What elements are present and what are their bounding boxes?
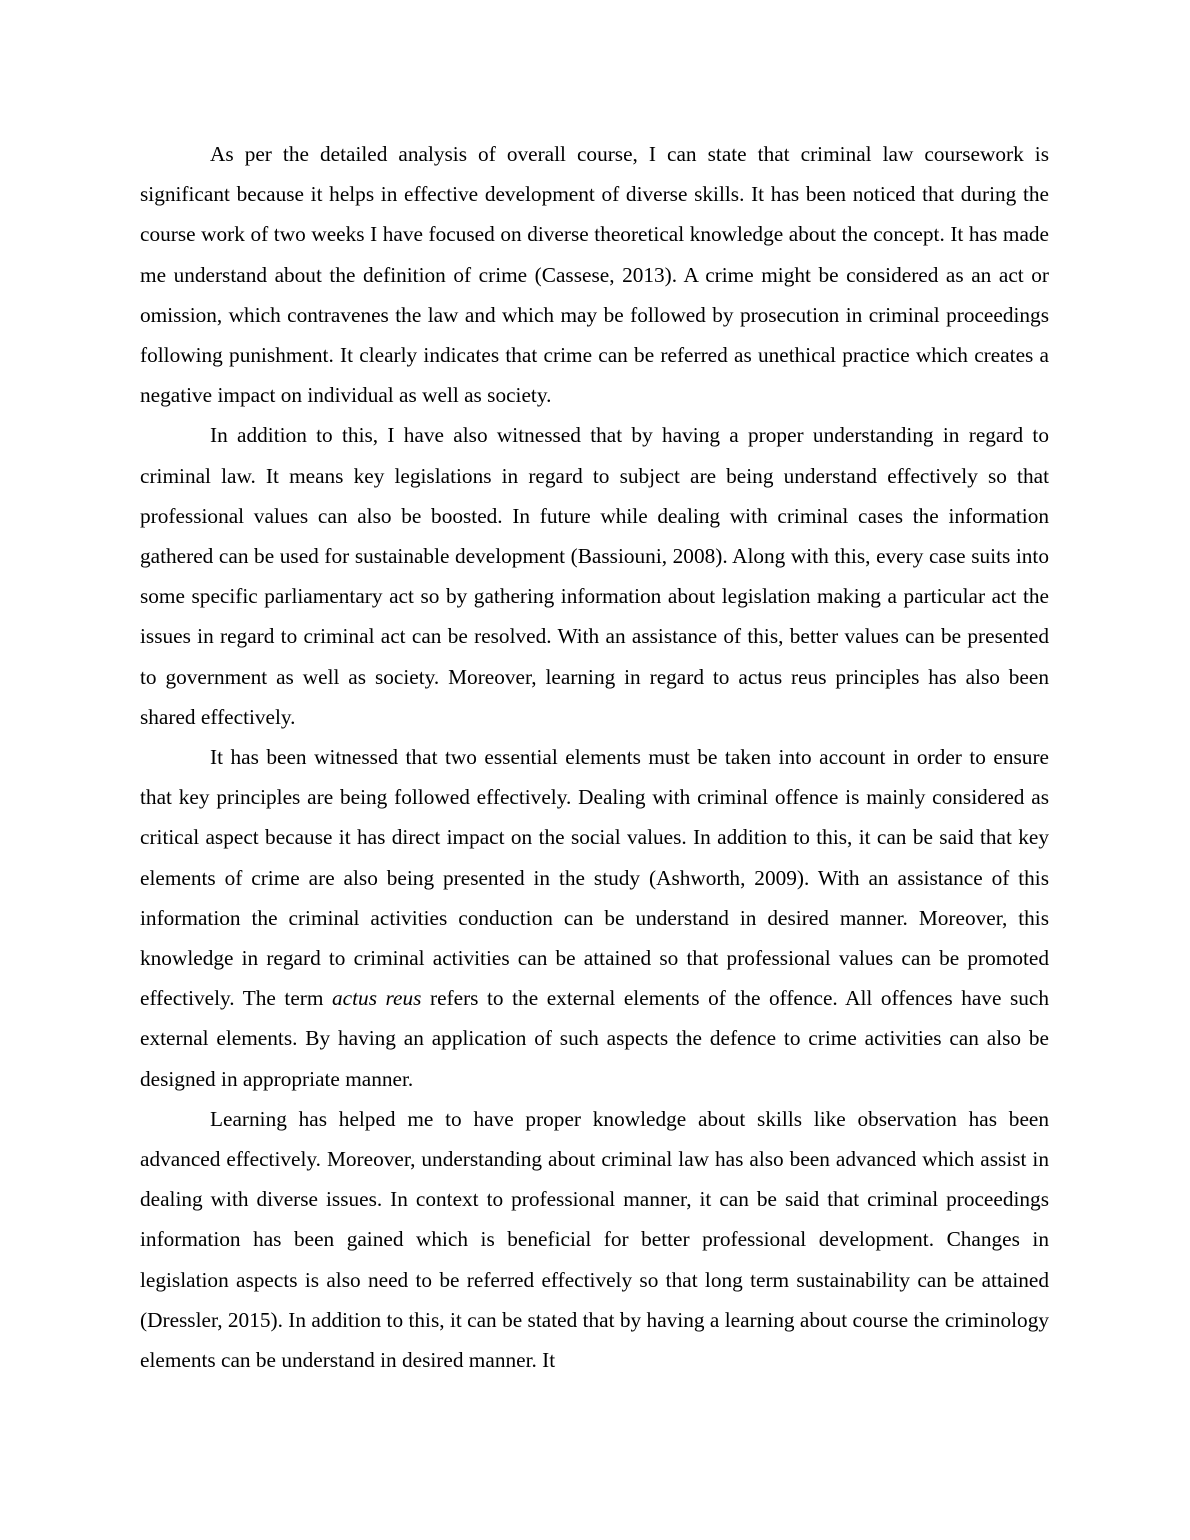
document-page xyxy=(140,134,1049,1380)
paragraph-essential-elements-part1: It has been witnessed that two essential elements must be taken into account in order to ensure that key principles are being followed effectively. Dealing with criminal offence is mainly considered as critical aspect because it has direct impact on the social values. In addition to this, it can be said that key elements of crime are also being presented in the study (Ashworth, 2009). With an assistance of this information the criminal activities conduction can be understand in desired manner. Moreover, this knowledge in regard to criminal activities can be attained so that professional values can be promoted effectively. The term xyxy=(140,745,1049,1011)
paragraph-criminal-law-understanding: In addition to this, I have also witnessed that by having a proper understanding in regard to criminal law. It means key legislations in regard to subject are being understand effectively so that professional values can also be boosted. In future while dealing with criminal cases the information gathered can be used for sustainable development (Bassiouni, 2008). Along with this, every case suits into some specific parliamentary act so by gathering information about legislation making a particular act the issues in regard to criminal act can be resolved. With an assistance of this, better values can be presented to government as well as society. Moreover, learning in regard to actus reus principles has also been shared effectively. xyxy=(140,423,1049,729)
paragraph-essential-elements xyxy=(140,737,1049,1099)
paragraph-learning-skills: Learning has helped me to have proper knowledge about skills like observation has been advanced effectively. Moreover, understanding about criminal law has also been advanced which assist in dealing with diverse issues. In context to professional manner, it can be said that criminal proceedings information has been gained which is beneficial for better professional development. Changes in legislation aspects is also need to be referred effectively so that long term sustainability can be attained (Dressler, 2015). In addition to this, it can be stated that by having a learning about course the criminology elements can be understand in desired manner. It xyxy=(140,1106,1049,1373)
paragraph-course-analysis: As per the detailed analysis of overall course, I can state that criminal law coursework is significant because it helps in effective development of diverse skills. It has been noticed that during the course work of two weeks I have focused on diverse theoretical knowledge about the concept. It has made me understand about the definition of crime (Cassese, 2013). A crime might be considered as an act or omission, which contravenes the law and which may be followed by prosecution in criminal proceedings following punishment. It clearly indicates that crime can be referred as unethical practice which creates a negative impact on individual as well as society. xyxy=(140,142,1049,408)
term-actus-reus: actus reus xyxy=(332,986,422,1011)
paragraph-essential-elements-part2: refers to the external elements of the offence. All offences have such external elements. By having an application of such aspects the defence to crime activities can also be designed in appropriate manner. xyxy=(140,986,1049,1091)
